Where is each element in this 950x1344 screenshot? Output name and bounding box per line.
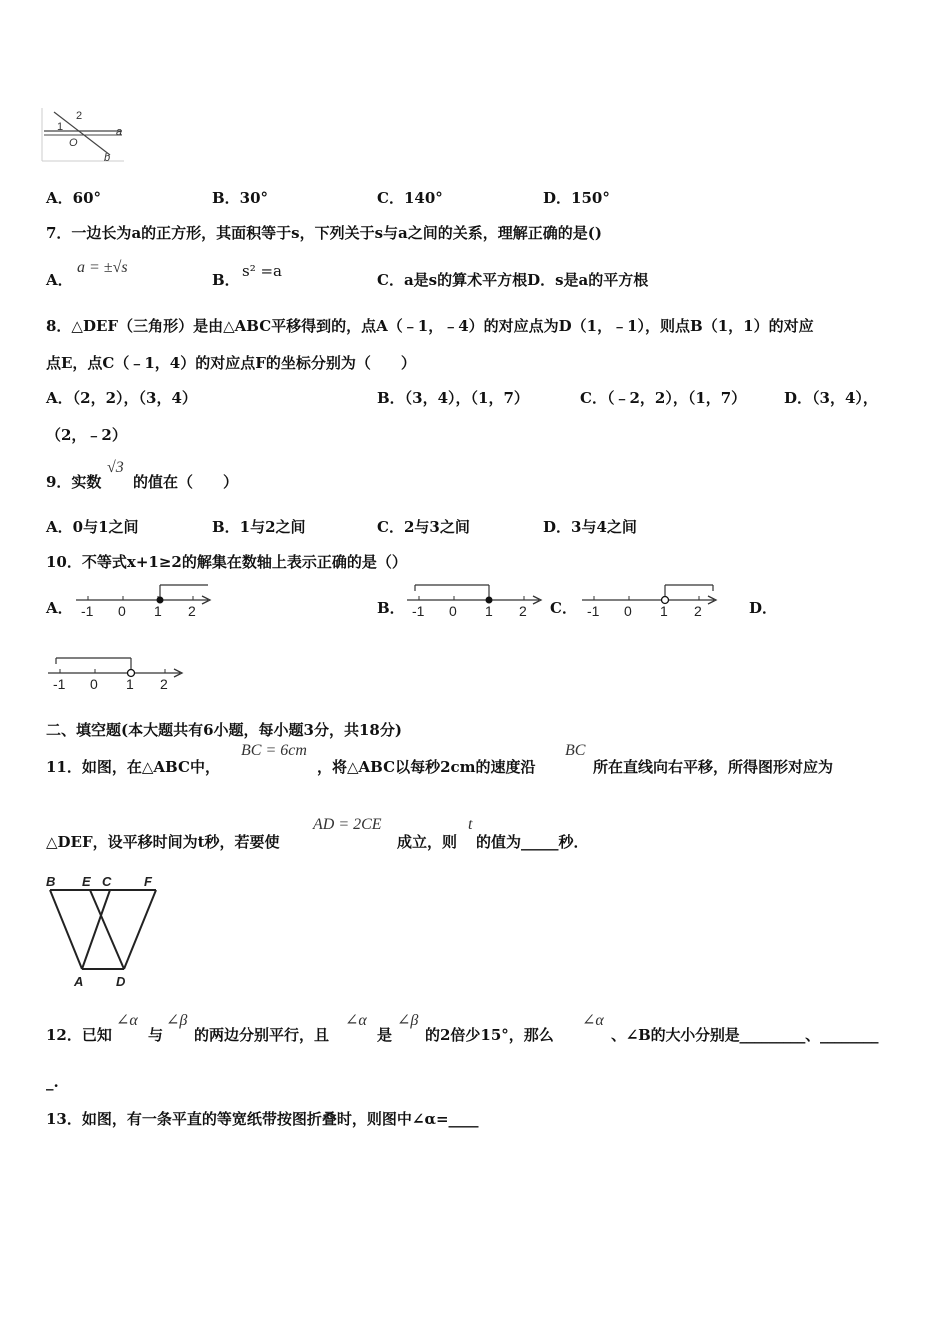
q12-p3: 的两边分别平行，且 <box>194 1026 330 1044</box>
q10-c-tick: 2 <box>694 603 702 619</box>
q11-label-d: D <box>116 974 126 989</box>
q10-label-d: D． <box>749 599 778 617</box>
q7-a-formula: a = ±√s <box>77 259 128 276</box>
q12-p1: 12．已知 <box>46 1026 112 1044</box>
q11-label-c: C <box>102 874 112 889</box>
q11-label-e: E <box>82 874 91 889</box>
q11-math1: BC = 6cm <box>241 742 307 759</box>
q9-prefix: 9．实数 <box>46 473 102 491</box>
q9-option-d: D．3与4之间 <box>543 518 637 536</box>
q6-label-b: b <box>104 152 111 164</box>
q12-cont: _. <box>46 1073 59 1091</box>
q10-numberline-d <box>46 656 186 694</box>
q11-part6: 的值为_____秒． <box>476 833 589 851</box>
q10-d-tick: 1 <box>126 676 134 692</box>
q8-line1: 8．△DEF（三角形）是由△ABC平移得到的，点A（﹣1，﹣4）的对应点为D（1，﹣1），则点B（1，1）的对应 <box>46 317 814 335</box>
q9-suffix: 的值在（ ） <box>133 473 239 491</box>
q10-c-tick: 0 <box>624 603 632 619</box>
q10-a-tick: 2 <box>188 603 196 619</box>
q6-option-a: A．60° <box>46 189 102 207</box>
q6-option-b: B．30° <box>212 189 269 207</box>
q8-option-a: A．（2，2），（3，4） <box>46 389 197 407</box>
q12-alpha-3: ∠α <box>582 1012 604 1029</box>
q9-option-b: B．1与2之间 <box>212 518 306 536</box>
q11-figure <box>44 872 164 992</box>
q10-b-tick: 1 <box>485 603 493 619</box>
q8-option-d: D．（3，4）， <box>784 389 878 407</box>
q10-a-tick: 0 <box>118 603 126 619</box>
q8-option-d-cont: （2，﹣2） <box>46 426 127 444</box>
q11-part5: 成立，则 <box>397 833 458 851</box>
section-title: 二、填空题(本大题共有6小题，每小题3分，共18分) <box>46 721 402 739</box>
q7-b-label: B． <box>212 271 240 289</box>
q9-formula: √3 <box>107 459 124 476</box>
q11-math3: AD = 2CE <box>313 816 382 833</box>
q11-label-f: F <box>144 874 152 889</box>
q9-option-a: A．0与1之间 <box>46 518 139 536</box>
q12-beta-1: ∠β <box>166 1012 188 1029</box>
q10-d-tick: -1 <box>53 676 66 692</box>
q10-b-tick: 2 <box>519 603 527 619</box>
q10-numberline-a <box>74 583 214 621</box>
q10-numberline-b <box>405 583 545 621</box>
q12-p5: 的2倍少15°，那么 <box>425 1026 554 1044</box>
q10-a-tick: -1 <box>81 603 94 619</box>
q6-option-c: C．140° <box>377 189 443 207</box>
q9-option-c: C．2与3之间 <box>377 518 470 536</box>
q6-label-o: O <box>69 137 78 149</box>
q12-alpha-1: ∠α <box>116 1012 138 1029</box>
q6-figure <box>40 106 130 166</box>
q12-p6: 、∠B的大小分别是_________、________ <box>611 1026 879 1044</box>
q10-b-tick: 0 <box>449 603 457 619</box>
q8-option-b: B．（3，4），（1，7） <box>377 389 529 407</box>
q10-b-tick: -1 <box>412 603 425 619</box>
q10-d-tick: 0 <box>90 676 98 692</box>
q10-label-b: B． <box>377 599 405 617</box>
q10-label-c: C． <box>550 599 577 617</box>
q11-part2: ，将△ABC以每秒2cm的速度沿 <box>317 758 536 776</box>
q12-beta-2: ∠β <box>397 1012 419 1029</box>
q10-c-tick: -1 <box>587 603 600 619</box>
q12-p2: 与 <box>148 1026 164 1044</box>
q10-numberline-c <box>580 583 720 621</box>
q7-cd-text: C．a是s的算术平方根D．s是a的平方根 <box>377 271 649 289</box>
q11-math4: t <box>468 816 473 833</box>
q6-option-d: D．150° <box>543 189 610 207</box>
q10-a-tick: 1 <box>154 603 162 619</box>
q13-stem: 13．如图，有一条平直的等宽纸带按图折叠时，则图中∠α=____ <box>46 1110 479 1128</box>
q11-part3: 所在直线向右平移，所得图形对应为 <box>593 758 834 776</box>
q11-part1: 11．如图，在△ABC中， <box>46 758 220 776</box>
q6-label-1: 1 <box>57 121 64 133</box>
q11-label-b: B <box>46 874 56 889</box>
q7-a-label: A． <box>46 271 73 289</box>
q8-option-c: C．（﹣2，2），（1，7） <box>580 389 747 407</box>
q12-p4: 是 <box>377 1026 393 1044</box>
q6-label-2: 2 <box>76 110 83 122</box>
q7-b-formula: s² =a <box>242 262 282 280</box>
q12-alpha-2: ∠α <box>345 1012 367 1029</box>
q8-line2: 点E，点C（﹣1，4）的对应点F的坐标分别为（ ） <box>46 354 416 372</box>
q10-d-tick: 2 <box>160 676 168 692</box>
q10-label-a: A． <box>46 599 73 617</box>
q10-stem: 10．不等式x+1≥2的解集在数轴上表示正确的是（） <box>46 553 407 571</box>
q7-stem: 7．一边长为a的正方形，其面积等于s，下列关于s与a之间的关系，理解正确的是() <box>46 224 602 242</box>
q10-c-tick: 1 <box>660 603 668 619</box>
q11-part4: △DEF，设平移时间为t秒，若要使 <box>46 833 280 851</box>
q6-label-a: a <box>116 126 123 138</box>
q11-math2: BC <box>565 742 586 759</box>
q11-label-a: A <box>74 974 84 989</box>
